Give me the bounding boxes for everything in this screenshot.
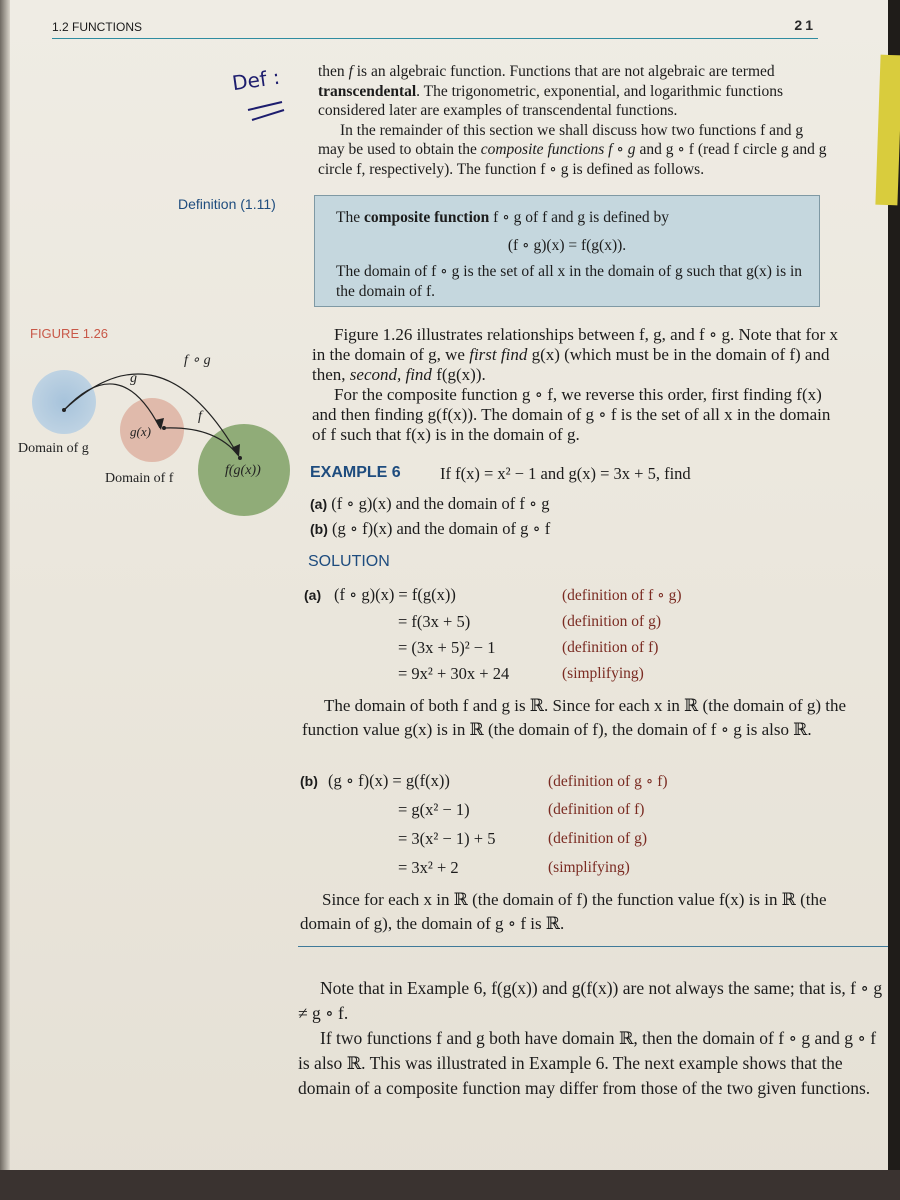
explanation-paragraph-2: For the composite function g ∘ f, we reverse this order, first finding f(x) and then finding g(f(x)). The domain of g ∘ f is the set of all x in the domain of f such that f(x) is in the domain of g.	[312, 385, 831, 444]
solution-b-note: (definition of g)	[548, 830, 648, 847]
explanation-paragraph-1: Figure 1.26 illustrates relationships between f, g, and f ∘ g. Note that for x in the domain of g, we first find g(x) (which must be in the domain of f) and then, second, find f(g(x)).	[312, 325, 839, 384]
section-title: 1.2 FUNCTIONS	[52, 20, 143, 34]
point-fgx	[238, 456, 242, 460]
domain-explanation-a: The domain of both f and g is ℝ. Since for each x in ℝ (the domain of g) the function value g(x) is in ℝ (the domain of f), the domain of f ∘ g is also ℝ.	[302, 696, 847, 739]
solution-b-row: = 3x² + 2	[398, 858, 459, 877]
intro-text	[318, 62, 832, 179]
domain-explanation-b: Since for each x in ℝ (the domain of f) the function value f(x) is in ℝ (the domain of g), the domain of g ∘ f is ℝ.	[300, 890, 827, 933]
intro-paragraph-1: then f is an algebraic function. Functions that are not algebraic are termed transcendental. The trigonometric, exponential, and logarithmic functions considered later are examples of transcendental functions.	[318, 63, 784, 119]
label-gx: g(x)	[130, 424, 151, 439]
solution-title: SOLUTION	[308, 553, 390, 570]
intro-paragraph-2: In the remainder of this section we shall discuss how two functions f and g may be used to obtain the composite functions f ∘ g and g ∘ f (read f circle g and g circle f, respectively). The function f ∘ g is defined as follows.	[318, 121, 827, 178]
solution-a-row: = (3x + 5)² − 1	[398, 638, 496, 657]
point-gx	[162, 426, 166, 430]
solution-b-note: (definition of f)	[548, 801, 645, 818]
solution-a-row: = 9x² + 30x + 24	[398, 664, 510, 683]
definition-statement: The composite function f ∘ g of f and g is defined by	[336, 209, 670, 226]
label-arc-g: g	[130, 371, 137, 386]
solution-a-note: (simplifying)	[562, 665, 644, 682]
page-header	[52, 17, 818, 39]
desk-surface	[0, 1170, 900, 1200]
composition-diagram	[0, 340, 310, 530]
solution-a-row: (f ∘ g)(x) = f(g(x))	[334, 585, 456, 604]
solution-a-paragraph	[302, 694, 874, 742]
solution-a-row: = f(3x + 5)	[398, 612, 471, 631]
page-spine	[0, 0, 10, 1200]
definition-formula: (f ∘ g)(x) = f(g(x)).	[507, 237, 627, 254]
label-domain-f: Domain of f	[105, 471, 174, 486]
solution-b-note: (definition of g ∘ f)	[548, 773, 668, 790]
sticky-note-edge	[875, 55, 900, 206]
point-x	[62, 408, 66, 412]
example-part-b: (b) (g ∘ f)(x) and the domain of g ∘ f	[310, 519, 551, 538]
handwritten-note: Def :	[230, 64, 282, 96]
example-part-a: (a) (f ∘ g)(x) and the domain of f ∘ g	[310, 494, 550, 513]
definition-box	[314, 195, 820, 307]
solution-a-note: (definition of f ∘ g)	[562, 587, 682, 604]
closing-text	[298, 976, 884, 1101]
page-number: 21	[794, 17, 816, 33]
solution-b-row: (g ∘ f)(x) = g(f(x))	[328, 771, 450, 790]
handwritten-underline-icon	[244, 100, 288, 122]
figure-explanation	[312, 325, 842, 445]
solution-b-note: (simplifying)	[548, 859, 630, 876]
solution-b-paragraph	[300, 888, 880, 936]
section-divider	[298, 946, 894, 947]
solution-a-label: (a)	[304, 587, 322, 603]
closing-paragraph-1: Note that in Example 6, f(g(x)) and g(f(x)) are not always the same; that is, f ∘ g ≠ g ∘ f.	[298, 978, 883, 1023]
domain-g-circle	[32, 370, 96, 434]
figure-label: FIGURE 1.26	[30, 326, 109, 341]
example-problem: If f(x) = x² − 1 and g(x) = 3x + 5, find	[440, 464, 691, 483]
solution-a-note: (definition of g)	[562, 613, 662, 630]
solution-b-row: = g(x² − 1)	[398, 800, 470, 819]
solution-a-note: (definition of f)	[562, 639, 659, 656]
label-arc-fg: f ∘ g	[184, 353, 211, 368]
label-domain-g: Domain of g	[18, 441, 89, 456]
example-title: EXAMPLE 6	[310, 464, 401, 481]
label-fgx: f(g(x))	[225, 463, 261, 478]
definition-label: Definition (1.11)	[178, 196, 276, 212]
solution-b-label: (b)	[300, 773, 318, 789]
closing-paragraph-2: If two functions f and g both have domain ℝ, then the domain of f ∘ g and g ∘ f is also ℝ. This was illustrated in Example 6. The next example shows that the domain of a composite function may differ from those of the two given functions.	[298, 1028, 877, 1098]
label-arc-f: f	[198, 409, 202, 424]
definition-domain: The domain of f ∘ g is the set of all x in the domain of g such that g(x) is in the domain of f.	[336, 263, 803, 300]
solution-b-row: = 3(x² − 1) + 5	[398, 829, 496, 848]
